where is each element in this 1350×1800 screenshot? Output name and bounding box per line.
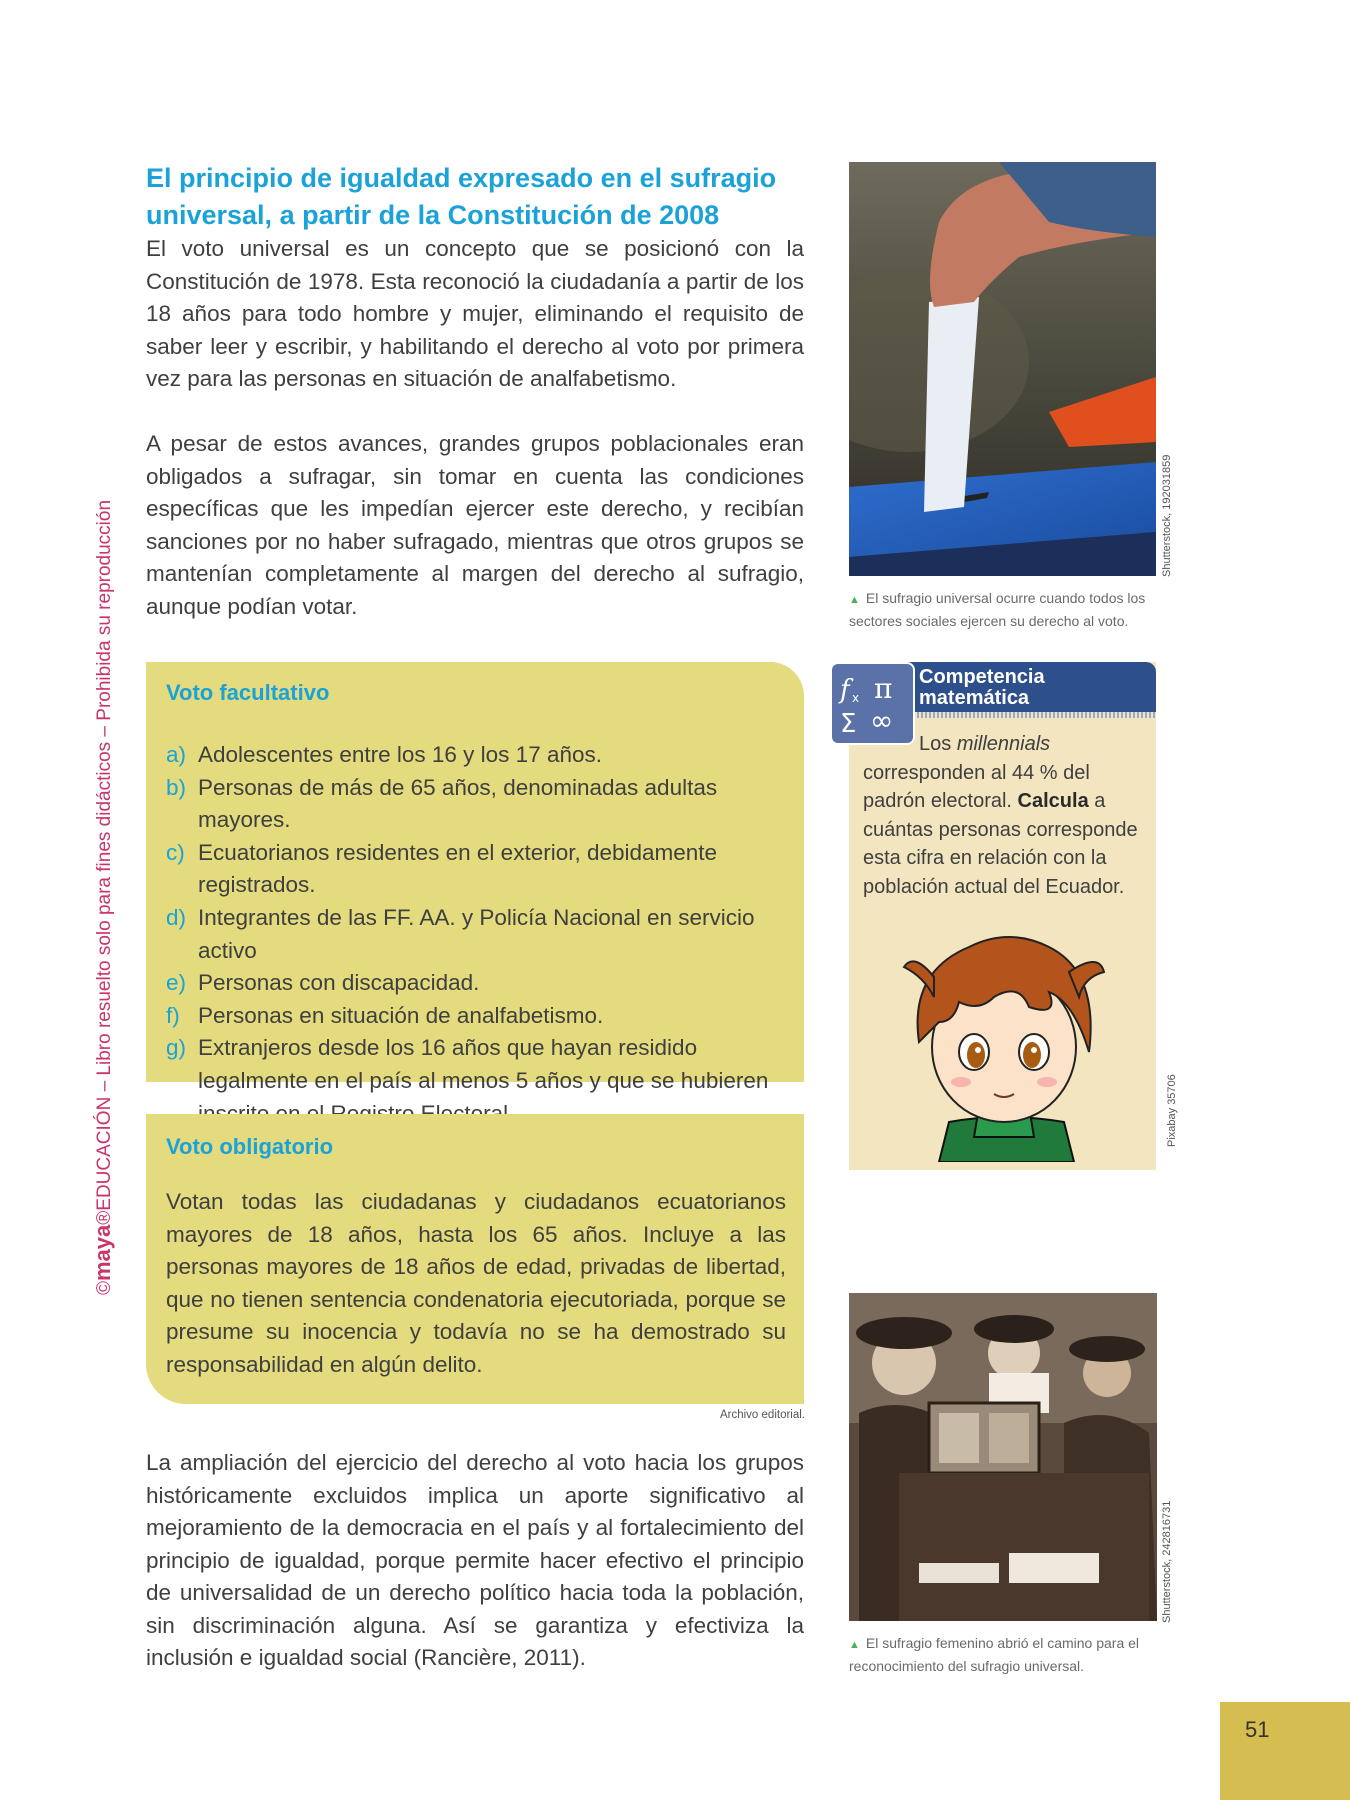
- registered-symbol: ®: [94, 1210, 115, 1225]
- voto-obligatorio-title: Voto obligatorio: [166, 1134, 334, 1159]
- competencia-matematica-box: [840, 662, 1156, 1170]
- triangle-icon: ▲: [849, 1639, 860, 1651]
- list-item-text: Extranjeros desde los 16 años que hayan residido legalmente en el país al menos 5 años y que se hubieren: [198, 1035, 769, 1093]
- competencia-text-part1: Los: [919, 733, 957, 755]
- list-item-text: Ecuatorianos residentes en el exterior, debidamente registrados.: [198, 839, 718, 898]
- voto-facultativo-list: [166, 739, 788, 1130]
- photo2-caption-text: El sufragio femenino abrió el camino para el reconocimiento del sufragio universal.: [849, 1635, 1140, 1674]
- competencia-text: [863, 730, 1143, 901]
- ballot-illustration: [849, 162, 1156, 576]
- voto-facultativo-box: [146, 662, 804, 1093]
- svg-text:x: x: [852, 691, 860, 705]
- copyright-side-note: [90, 499, 120, 1295]
- svg-text:Σ: Σ: [840, 709, 857, 739]
- side-note-text: EDUCACIÓN – Libro resuelto solo para fines didácticos – Prohibida su reproducción: [94, 499, 115, 1211]
- competencia-title: [919, 667, 1045, 709]
- anime-image-credit: Pixabay 35706: [1166, 1074, 1178, 1147]
- voto-obligatorio-text: Votan todas las ciudadanas y ciudadanos ecuatorianos mayores de 18 años, hasta los 65 años. Incluye a las personas mayores de 18 años de edad, privadas de libertad, que no tienen sentencia condenatoria ejecutoriada, porque se presume su inocencia y todavía no se ha demostrado su responsabilidad en algún delito.: [166, 1189, 786, 1377]
- competencia-text-part3: a cuántas personas corresponde esta cifra en relación con la población actual del Ecuador.: [863, 790, 1138, 898]
- photo2-credit: Shutterstock, 242816731: [1161, 1500, 1173, 1623]
- list-item-text: Personas en situación de analfabetismo.: [198, 1002, 604, 1028]
- photo2-caption: [849, 1633, 1159, 1677]
- competencia-title-line1: Competencia: [919, 666, 1045, 688]
- list-item: [166, 1000, 788, 1033]
- svg-text:∞: ∞: [870, 704, 894, 737]
- photo1-credit: Shutterstock, 192031859: [1161, 454, 1173, 577]
- competencia-text-italic: millennials: [956, 733, 1051, 755]
- paragraph-ampliacion: La ampliación del ejercicio del derecho al voto hacia los grupos históricamente excluidos implica un aporte significativo al mejoramiento de la democracia en el país y al fortalecimiento del principio de igualdad, porque permite hacer efectivo el principio de universalidad de un derecho político hacia toda la población, sin discriminación alguna. Así se garantiza y efectiviza la inclusión e igualdad social (Rancière, 2011).: [146, 1450, 804, 1670]
- paragraph-voto-universal: El voto universal es un concepto que se posicionó con la Constitución de 1978. Esta reconoció la ciudadanía a partir de los 18 años para todo hombre y mujer, eliminando el requisito de saber leer y escribir, y habilitando el derecho al voto por primera vez para las personas en situación de analfabetismo.: [146, 236, 804, 391]
- paragraph-avances: A pesar de estos avances, grandes grupos poblacionales eran obligados a sufragar, sin tomar en cuenta las condiciones específicas que les impedían ejercer este derecho, y recibían sanciones por no haber sufragado, mientras que otros grupos se mantenían completamente al margen del derecho al sufragio, aunque podían votar.: [146, 431, 804, 619]
- anime-character-image: [899, 922, 1109, 1162]
- triangle-icon: ▲: [849, 594, 860, 606]
- section-title: El principio de igualdad expresado en el sufragio universal, a partir de la Constitución de 2008: [146, 163, 777, 230]
- list-marker: e): [166, 970, 187, 996]
- list-item-text: Personas de más de 65 años, denominadas adultas mayores.: [198, 774, 718, 833]
- list-item: [166, 902, 788, 967]
- copyright-symbol: ©: [94, 1281, 115, 1295]
- page-number-box: [1220, 1702, 1350, 1800]
- archivo-credit: Archivo editorial.: [719, 1409, 805, 1421]
- voto-facultativo-title: Voto facultativo: [166, 680, 330, 705]
- page-number: 51: [1245, 1717, 1270, 1742]
- photo1-caption: [849, 588, 1159, 632]
- brand-name: maya: [90, 1224, 115, 1281]
- list-item-text: Integrantes de las FF. AA. y Policía Nacional en servicio activo: [198, 904, 755, 963]
- photo1-caption-text: El sufragio universal ocurre cuando todos los sectores sociales ejercen su derecho al voto.: [849, 590, 1146, 629]
- svg-text:π: π: [874, 672, 893, 705]
- competencia-text-bold: Calcula: [1017, 790, 1089, 812]
- list-marker: b): [166, 774, 187, 800]
- list-item: [166, 739, 788, 772]
- list-item-text: Personas con discapacidad.: [198, 970, 480, 996]
- svg-text:f: f: [840, 675, 850, 705]
- list-marker: g): [166, 1035, 187, 1061]
- list-item-text: Adolescentes entre los 16 y los 17 años.: [198, 742, 603, 767]
- voto-obligatorio-box: [146, 1114, 804, 1404]
- anime-character-illustration: [899, 922, 1109, 1162]
- women-voting-photo: [849, 1293, 1157, 1621]
- list-marker: c): [166, 839, 185, 865]
- list-item: [166, 837, 788, 902]
- list-marker: f): [166, 1002, 180, 1028]
- list-marker: a): [166, 742, 187, 767]
- list-marker: d): [166, 904, 187, 930]
- list-item: [166, 967, 788, 1000]
- ballot-box-photo: [849, 162, 1156, 576]
- competencia-text-part2: corresponden al 44 % del padrón electoral.: [863, 761, 1090, 812]
- women-voting-illustration: [849, 1293, 1157, 1621]
- competencia-title-line2: matemática: [919, 687, 1030, 709]
- list-item: [166, 772, 788, 837]
